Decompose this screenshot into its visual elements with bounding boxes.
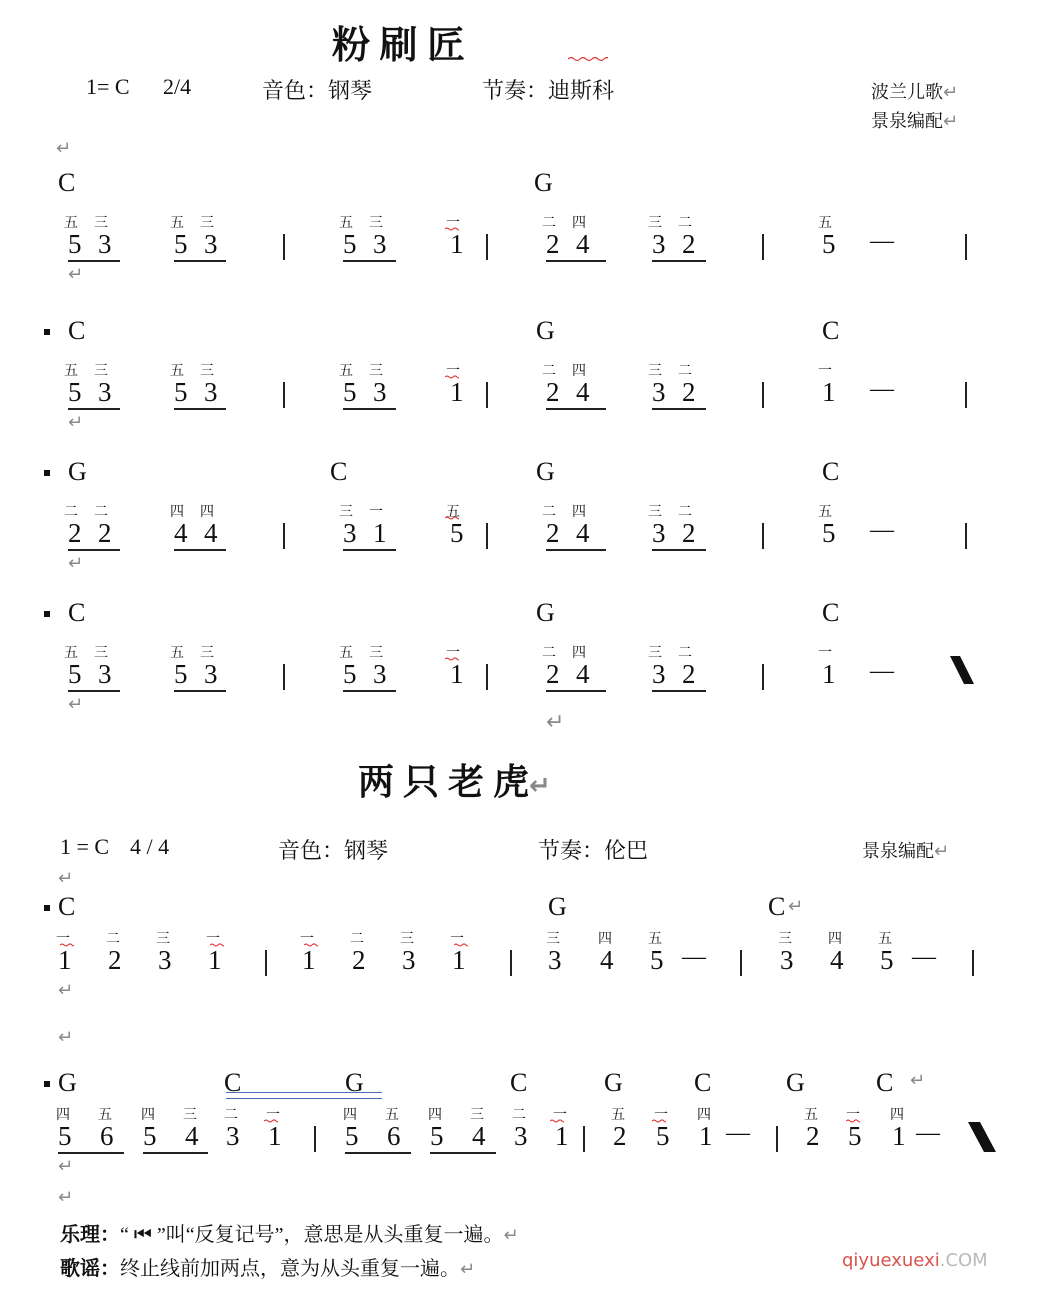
note: 2 (546, 518, 560, 548)
return-mark: ↵ (910, 1070, 926, 1091)
note: 3 (548, 945, 562, 975)
end-bar-icon (948, 656, 976, 686)
note: 2 (682, 377, 696, 407)
chord-symbol: G (548, 892, 567, 921)
finger-number: 二 (512, 1107, 526, 1123)
chord-symbol: G (536, 457, 555, 486)
song1-rhythm: 节奏：迪斯科 (482, 78, 615, 103)
note: 6 (100, 1121, 114, 1151)
finger-number: 三 (183, 1107, 197, 1123)
song2-key: 1 = C (60, 834, 110, 859)
finger-number: 四 (200, 504, 214, 520)
finger-number: 五 (804, 1107, 818, 1123)
note: 3 (373, 659, 387, 689)
chord-symbol: C (876, 1068, 894, 1097)
note: 4 (185, 1121, 199, 1151)
finger-number: 四 (572, 363, 586, 379)
spellcheck-squiggle-icon (210, 943, 224, 947)
return-mark: ↵ (58, 1187, 74, 1208)
note: 4 (600, 945, 614, 975)
note: 3 (402, 945, 416, 975)
bar-line (486, 523, 488, 549)
finger-number: 三 (648, 215, 662, 231)
song1-timbre: 音色：钢琴 (262, 78, 373, 103)
beam-underline (68, 260, 120, 262)
beam-underline (174, 690, 226, 692)
note: 1 (699, 1121, 713, 1151)
finger-number: 一 (818, 645, 832, 661)
finger-number: 五 (64, 215, 78, 231)
spellcheck-squiggle-icon (445, 657, 459, 661)
finger-number: 五 (878, 931, 892, 947)
beam-underline (652, 690, 706, 692)
sustain-dash: — (726, 1120, 750, 1146)
song2-rhythm: 节奏：伦巴 (538, 838, 649, 863)
list-bullet (44, 905, 50, 911)
song2-time: 4 / 4 (130, 834, 170, 859)
finger-number: 三 (156, 931, 170, 947)
note: 1 (208, 945, 222, 975)
finger-number: 一 (846, 1107, 860, 1123)
beam-underline (68, 549, 120, 551)
beam-underline (343, 260, 396, 262)
finger-number: 五 (98, 1107, 112, 1123)
bar-line (486, 234, 488, 260)
note: 1 (892, 1121, 906, 1151)
note: 5 (343, 229, 357, 259)
finger-number: 一 (56, 931, 70, 947)
beam-underline (345, 1152, 411, 1154)
song1-arranger: 景泉编配↵ (871, 111, 959, 132)
note: 4 (830, 945, 844, 975)
note: 5 (174, 377, 188, 407)
note: 5 (822, 518, 836, 548)
finger-number: 五 (170, 645, 184, 661)
note: 3 (780, 945, 794, 975)
finger-number: 三 (648, 645, 662, 661)
song2-timbre: 音色：钢琴 (278, 838, 389, 863)
finger-number: 二 (106, 931, 120, 947)
finger-number: 三 (470, 1107, 484, 1123)
beam-underline (430, 1152, 496, 1154)
finger-number: 四 (572, 504, 586, 520)
finger-number: 二 (542, 504, 556, 520)
sustain-dash: — (682, 944, 706, 970)
finger-number: 一 (446, 645, 460, 661)
bar-line (965, 523, 967, 549)
note: 2 (613, 1121, 627, 1151)
note: 3 (98, 377, 112, 407)
chord-symbol: C (768, 892, 786, 921)
note: 2 (806, 1121, 820, 1151)
finger-number: 二 (542, 215, 556, 231)
double-underline (226, 1092, 382, 1099)
finger-number: 一 (369, 504, 383, 520)
chord-symbol: C (68, 598, 86, 627)
note: 5 (68, 659, 82, 689)
bar-line (776, 1126, 778, 1152)
bar-line (583, 1126, 585, 1152)
finger-number: 一 (654, 1107, 668, 1123)
theory-paragraph: 乐理：“ ⏮ ”叫“反复记号”，意思是从头重复一遍。↵ (60, 1224, 519, 1246)
spellcheck-squiggle-icon (60, 943, 74, 947)
note: 5 (650, 945, 664, 975)
finger-number: 三 (778, 931, 792, 947)
finger-number: 三 (94, 363, 108, 379)
chord-symbol: G (345, 1068, 364, 1097)
sustain-dash: — (870, 376, 894, 402)
note: 5 (343, 377, 357, 407)
finger-number: 二 (64, 504, 78, 520)
finger-number: 一 (553, 1107, 567, 1123)
bar-line (762, 382, 764, 408)
chord-symbol: C (330, 457, 348, 486)
finger-number: 一 (266, 1107, 280, 1123)
sustain-dash: — (870, 228, 894, 254)
spellcheck-squiggle-icon (568, 56, 608, 62)
note: 3 (226, 1121, 240, 1151)
list-bullet (44, 329, 50, 335)
finger-number: 五 (339, 363, 353, 379)
spellcheck-squiggle-icon (445, 375, 459, 379)
finger-number: 三 (369, 645, 383, 661)
bar-line (486, 664, 488, 690)
sustain-dash: — (870, 517, 894, 543)
finger-number: 一 (206, 931, 220, 947)
note: 1 (302, 945, 316, 975)
finger-number: 五 (385, 1107, 399, 1123)
finger-number: 四 (141, 1107, 155, 1123)
finger-number: 一 (300, 931, 314, 947)
chord-symbol: C (694, 1068, 712, 1097)
note: 1 (58, 945, 72, 975)
finger-number: 三 (648, 504, 662, 520)
chord-symbol: G (604, 1068, 623, 1097)
finger-number: 三 (339, 504, 353, 520)
finger-number: 三 (94, 215, 108, 231)
finger-number: 四 (598, 931, 612, 947)
finger-number: 二 (678, 504, 692, 520)
note: 5 (68, 377, 82, 407)
spellcheck-squiggle-icon (454, 943, 468, 947)
note: 4 (576, 518, 590, 548)
beam-underline (68, 690, 120, 692)
note: 1 (452, 945, 466, 975)
finger-number: 二 (542, 645, 556, 661)
return-mark: ↵ (58, 1156, 74, 1177)
note: 5 (68, 229, 82, 259)
finger-number: 五 (64, 363, 78, 379)
note: 5 (880, 945, 894, 975)
chord-symbol: G (58, 1068, 77, 1097)
note: 3 (98, 229, 112, 259)
finger-number: 四 (697, 1107, 711, 1123)
finger-number: 三 (648, 363, 662, 379)
finger-number: 五 (170, 363, 184, 379)
list-bullet (44, 611, 50, 617)
note: 2 (108, 945, 122, 975)
beam-underline (652, 549, 706, 551)
note: 1 (822, 659, 836, 689)
return-mark: ↵ (58, 868, 74, 889)
note: 2 (546, 229, 560, 259)
rhyme-paragraph: 歌谣：终止线前加两点，意为从头重复一遍。↵ (60, 1258, 476, 1280)
beam-underline (174, 408, 226, 410)
beam-underline (652, 408, 706, 410)
finger-number: 二 (542, 363, 556, 379)
beam-underline (546, 690, 606, 692)
finger-number: 五 (818, 504, 832, 520)
spellcheck-squiggle-icon (445, 227, 459, 231)
note: 3 (652, 659, 666, 689)
beam-underline (546, 260, 606, 262)
note: 4 (576, 229, 590, 259)
spellcheck-squiggle-icon (304, 943, 318, 947)
bar-line (283, 523, 285, 549)
bar-line (972, 950, 974, 976)
return-mark: ↵ (58, 1027, 74, 1048)
finger-number: 二 (678, 215, 692, 231)
finger-number: 五 (64, 645, 78, 661)
chord-symbol: G (536, 316, 555, 345)
bar-line (965, 234, 967, 260)
finger-number: 一 (450, 931, 464, 947)
finger-number: 五 (339, 645, 353, 661)
finger-number: 五 (170, 215, 184, 231)
note: 3 (158, 945, 172, 975)
finger-number: 四 (572, 215, 586, 231)
song2-arranger: 景泉编配↵ (862, 841, 950, 862)
finger-number: 四 (170, 504, 184, 520)
return-mark: ↵ (68, 264, 84, 285)
note: 3 (204, 229, 218, 259)
finger-number: 二 (678, 645, 692, 661)
bar-line (283, 664, 285, 690)
note: 2 (682, 229, 696, 259)
chord-symbol: C (822, 457, 840, 486)
chord-symbol: G (534, 168, 553, 197)
return-mark: ↵ (56, 138, 72, 159)
bar-line (283, 382, 285, 408)
finger-number: 四 (890, 1107, 904, 1123)
spellcheck-squiggle-icon (652, 1119, 666, 1123)
finger-number: 一 (446, 363, 460, 379)
song1-origin: 波兰儿歌↵ (871, 82, 959, 103)
finger-number: 五 (648, 931, 662, 947)
beam-underline (343, 408, 396, 410)
finger-number: 二 (678, 363, 692, 379)
sustain-dash: — (916, 1120, 940, 1146)
finger-number: 三 (200, 645, 214, 661)
beam-underline (58, 1152, 124, 1154)
note: 2 (68, 518, 82, 548)
finger-number: 四 (828, 931, 842, 947)
note: 3 (373, 229, 387, 259)
bar-line (762, 234, 764, 260)
return-mark: ↵ (788, 896, 804, 917)
note: 1 (450, 229, 464, 259)
finger-number: 四 (428, 1107, 442, 1123)
bar-line (762, 664, 764, 690)
finger-number: 二 (94, 504, 108, 520)
chord-symbol: C (224, 1068, 242, 1097)
bar-line (486, 382, 488, 408)
song1-key: 1= C (86, 74, 130, 99)
note: 2 (98, 518, 112, 548)
end-bar-icon (966, 1122, 998, 1154)
beam-underline (546, 549, 606, 551)
note: 6 (387, 1121, 401, 1151)
list-bullet (44, 470, 50, 476)
chord-symbol: C (58, 892, 76, 921)
beam-underline (68, 408, 120, 410)
chord-symbol: C (68, 316, 86, 345)
watermark: qiyuexuexi.COM (842, 1250, 988, 1271)
note: 2 (352, 945, 366, 975)
note: 2 (546, 659, 560, 689)
note: 2 (682, 659, 696, 689)
finger-number: 三 (369, 215, 383, 231)
finger-number: 三 (94, 645, 108, 661)
note: 5 (143, 1121, 157, 1151)
bar-line (510, 950, 512, 976)
note: 3 (514, 1121, 528, 1151)
beam-underline (546, 408, 606, 410)
beam-underline (343, 549, 396, 551)
return-mark: ↵ (68, 553, 84, 574)
sustain-dash: — (870, 658, 894, 684)
finger-number: 四 (343, 1107, 357, 1123)
bar-line (965, 382, 967, 408)
note: 3 (652, 377, 666, 407)
bar-line (283, 234, 285, 260)
finger-number: 一 (446, 215, 460, 231)
note: 1 (450, 659, 464, 689)
list-bullet (44, 1081, 50, 1087)
note: 5 (174, 659, 188, 689)
beam-underline (652, 260, 706, 262)
finger-number: 二 (350, 931, 364, 947)
note: 5 (430, 1121, 444, 1151)
note: 1 (555, 1121, 569, 1151)
finger-number: 五 (818, 215, 832, 231)
note: 1 (822, 377, 836, 407)
finger-number: 三 (200, 215, 214, 231)
spellcheck-squiggle-icon (264, 1119, 278, 1123)
chord-symbol: G (68, 457, 87, 486)
beam-underline (174, 260, 226, 262)
note: 3 (98, 659, 112, 689)
note: 1 (373, 518, 387, 548)
note: 3 (343, 518, 357, 548)
bar-line (314, 1126, 316, 1152)
song2-title: 两 只 老 虎↵ (358, 762, 551, 802)
beam-underline (174, 549, 226, 551)
note: 5 (345, 1121, 359, 1151)
chord-symbol: C (822, 316, 840, 345)
spellcheck-squiggle-icon (445, 516, 459, 520)
note: 3 (652, 229, 666, 259)
finger-number: 三 (369, 363, 383, 379)
note: 4 (576, 377, 590, 407)
note: 5 (822, 229, 836, 259)
sustain-dash: — (912, 944, 936, 970)
finger-number: 四 (56, 1107, 70, 1123)
beam-underline (143, 1152, 208, 1154)
song1-time: 2/4 (163, 74, 192, 99)
note: 2 (682, 518, 696, 548)
note: 2 (546, 377, 560, 407)
note: 4 (204, 518, 218, 548)
bar-line (740, 950, 742, 976)
note: 4 (174, 518, 188, 548)
bar-line (762, 523, 764, 549)
chord-symbol: C (58, 168, 76, 197)
finger-number: 五 (611, 1107, 625, 1123)
finger-number: 二 (224, 1107, 238, 1123)
note: 3 (652, 518, 666, 548)
finger-number: 五 (446, 504, 460, 520)
note: 5 (848, 1121, 862, 1151)
return-mark: ↵ (546, 710, 565, 735)
note: 4 (472, 1121, 486, 1151)
chord-symbol: G (536, 598, 555, 627)
note: 5 (58, 1121, 72, 1151)
note: 5 (656, 1121, 670, 1151)
note: 5 (174, 229, 188, 259)
spellcheck-squiggle-icon (550, 1119, 564, 1123)
note: 3 (204, 377, 218, 407)
note: 5 (450, 518, 464, 548)
note: 4 (576, 659, 590, 689)
chord-symbol: C (822, 598, 840, 627)
return-mark: ↵ (58, 980, 74, 1001)
return-mark: ↵ (68, 694, 84, 715)
finger-number: 四 (572, 645, 586, 661)
bar-line (265, 950, 267, 976)
finger-number: 三 (400, 931, 414, 947)
finger-number: 五 (339, 215, 353, 231)
beam-underline (343, 690, 396, 692)
note: 5 (343, 659, 357, 689)
song1-title: 粉 刷 匠 (332, 25, 466, 67)
chord-symbol: G (786, 1068, 805, 1097)
note: 1 (268, 1121, 282, 1151)
note: 1 (450, 377, 464, 407)
finger-number: 三 (200, 363, 214, 379)
note: 3 (373, 377, 387, 407)
spellcheck-squiggle-icon (846, 1119, 860, 1123)
note: 3 (204, 659, 218, 689)
finger-number: 三 (546, 931, 560, 947)
return-mark: ↵ (68, 412, 84, 433)
finger-number: 一 (818, 363, 832, 379)
chord-symbol: C (510, 1068, 528, 1097)
